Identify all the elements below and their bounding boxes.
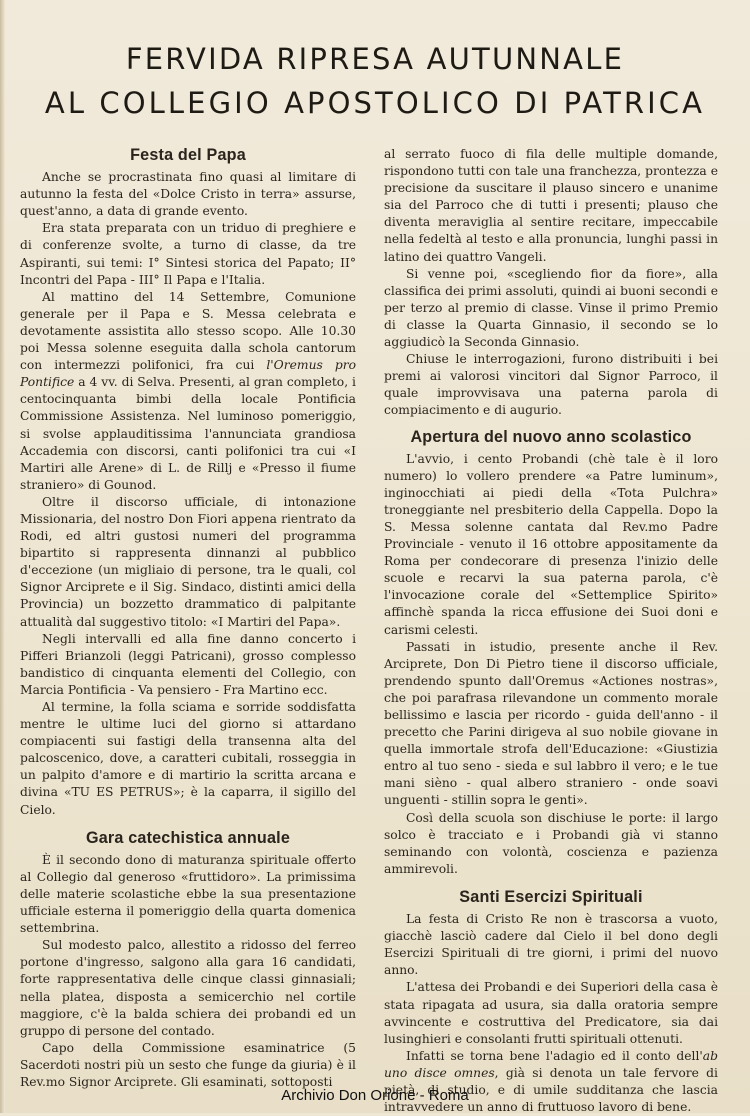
paragraph: Era stata preparata con un triduo di preghiere e di conferenze svolte, a turno di classe, da tre Aspiranti, sui temi: I° Sintesi storica del Papato; II° Incontri del Papa - III° Il Papa e l'Italia. (20, 221, 356, 287)
paragraph (384, 1048, 718, 1116)
paragraph: Così della scuola son dischiuse le porte: il largo solco è tracciato e i Probandi già vi stanno seminando con volontà, coscienza e pazienza ammirevoli. (384, 810, 718, 876)
paragraph (20, 289, 356, 494)
paragraph: È il secondo dono di maturanza spirituale offerto al Collegio dal generoso «fruttidoro». La primissima delle materie scolastiche ebbe la sua presentazione ufficiale esterna il pomeriggio della quarta domenica settembrina. (20, 852, 356, 936)
paragraph: Sul modesto palco, allestito a ridosso del ferreo portone d'ingresso, salgono alla gara 16 candidati, forte rappresentativa delle cinque classi ginnasiali; nella platea, disposta a semicerchio nel cortile maggiore, c'è la balda schiera dei probandi ed un gruppo di persone del contado. (20, 938, 356, 1038)
paragraph: Anche se procrastinata fino quasi al limitare di autunno la festa del «Dolce Cristo in terra» assurse, quest'anno, a data di grande evento. (20, 170, 356, 219)
italic-title: l'Oremus pro Pontifice (20, 358, 356, 390)
section-title-santi-esercizi: Santi Esercizi Spirituali (459, 886, 643, 906)
paragraph: Passati in istudio, presente anche il Rev. Arciprete, Don Di Pietro tiene il discorso ufficiale, prendendo spunto dall'Oremus «Actiones nostras», che poi parafrasa rilevandone un commento morale bellissimo e lascia per ricordo - guida dell'anno - il precetto che Parini dirigeva al suo nobile giovane in quella immortale strofa dell'Educazione: «Giustizia entro al tuo seno - sieda e sul labbro il vero; e le tue mani sièno - qual albero straniero - onde soavi unguenti - stillin sopra le genti». (384, 639, 718, 808)
paragraph: Negli intervalli ed alla fine danno concerto i Pifferi Brianzoli (leggi Patricani), grosso complesso bandistico di cinquanta elementi del Collegio, con Marcia Pontificia - Va pensiero - Fra Martino ecc. (20, 631, 356, 697)
paragraph: L'attesa dei Probandi e dei Superiori della casa è stata ripagata ad usura, sia dalla oratoria sempre avvincente e costruttiva del Predicatore, sia dai lusinghieri e consolanti frutti spirituali ottenuti. (384, 980, 718, 1046)
headline-line-1: FERVIDA RIPRESA AUTUNNALE (125, 42, 625, 76)
paragraph-text: a 4 vv. di Selva. Presenti, al gran completo, i centocinquanta bimbi della locale Pontificia Commissione Assistenza. Nel luminoso pomeriggio, si svolse applauditissima l'annunciata grandiosa Accademia con discorsi, canti polifonici tra cui «I Martiri alle Arene» di L. de Rillj e «Presso il fiume straniero» di Gounod. (20, 375, 356, 492)
paragraph-text: , già si denota un tale fervore di pietà, di studio, e di umile sudditanza che lascia intravvedere un anno di fruttuoso lavoro di bene. (384, 1065, 718, 1115)
section-title-apertura-anno-scolastico: Apertura del nuovo anno scolastico (410, 426, 692, 446)
headline-line-2: AL COLLEGIO APOSTOLICO DI PATRICA (44, 86, 706, 120)
paragraph: L'avvio, i cento Probandi (chè tale è il loro numero) lo vollero prendere «a Patre luminum», inginocchiati ai piedi della «Tota Pulchra» troneggiante nel presbiterio della Cappella. Dopo la S. Messa solenne cantata dal Rev.mo Padre Provinciale - venuto il 16 ottobre appositamente da Roma per condecorare di presenza l'inizio delle scuole e recarvi la sua paterna parola, c'è l'invocazione corale del «Settemplice Spirito» affinchè spanda la ricca effusione dei Suoi doni e carismi celesti. (384, 451, 718, 637)
paragraph: Al termine, la folla sciama e sorride soddisfatta mentre le ultime luci del giorno si attardano compiacenti sui fastigi della transenna alta del palcoscenico, dove, a caratteri cubitali, rosseggia in un palpito d'amore e di martirio la scritta arcana e divina «TU ES PETRUS»; è la caparra, il sigillo del Cielo. (20, 700, 356, 817)
page-spine-shadow (0, 0, 5, 1113)
paragraph: Si venne poi, «scegliendo fior da fiore», alla classifica dei primi assoluti, quindi ai buoni secondi e per terzo al premio di classe. Vinse il primo Premio di classe la Quarta Ginnasio, il secondo se lo aggiudicò la Seconda Ginnasio. (384, 266, 718, 350)
archive-footer-label: Archivio Don Orione - Roma (281, 1087, 469, 1104)
section-title-gara-catechistica: Gara catechistica annuale (85, 827, 291, 847)
section-title-festa-del-papa: Festa del Papa (130, 145, 246, 164)
right-column (384, 146, 718, 1116)
paragraph: Capo della Commissione esaminatrice (5 Sacerdoti nostri più un sesto che funge da giuria) è il Rev.mo Signor Arciprete. Gli esaminati, sottoposti (20, 1040, 356, 1089)
paragraph: Chiuse le interrogazioni, furono distribuiti i bei premi ai valorosi vincitori dal Signor Parroco, il quale improvvisava una paterna parola di compiacimento e di augurio. (384, 352, 718, 418)
paragraph-continued: al serrato fuoco di fila delle multiple domande, rispondono tutti con tale una franchezza, prontezza e precisione da suscitare il plauso sincero e unanime sia del Parroco che di tutti i presenti; plauso che diventa meraviglia al sentire recitare, impeccabile nella fedeltà al testo e alla pronuncia, lunghi passi in latino dei quattro Vangeli. (384, 147, 718, 264)
paragraph-text: Infatti se torna bene l'adagio ed il conto dell' (406, 1048, 703, 1063)
paragraph: Oltre il discorso ufficiale, di intonazione Missionaria, del nostro Don Fiori appena rientrato da Rodi, ed altri gustosi numeri del programma bipartito si rappresenta dinnanzi al pubblico d'eccezione (un migliaio di persone, tra le quali, col Signor Arciprete e il Sig. Sindaco, distinti amici della Provincia) un bozzetto drammatico di palpitante attualità dal suggestivo titolo: «I Martiri del Papa». (20, 494, 356, 629)
paragraph: La festa di Cristo Re non è trascorsa a vuoto, giacchè lasciò cadere dal Cielo il bel dono degli Esercizi Spirituali di tre giorni, i primi del nuovo anno. (384, 912, 718, 978)
left-column (20, 146, 356, 1091)
italic-latin-phrase: ab uno disce omnes (384, 1048, 718, 1080)
paragraph-text: Al mattino del 14 Settembre, Comunione generale per il Papa e S. Messa celebrata e devotamente assistita allo stesso scopo. Alle 10.30 poi Messa solenne eseguita dalla schola cantorum con intermezzi polifonici, fra cui (20, 289, 356, 373)
